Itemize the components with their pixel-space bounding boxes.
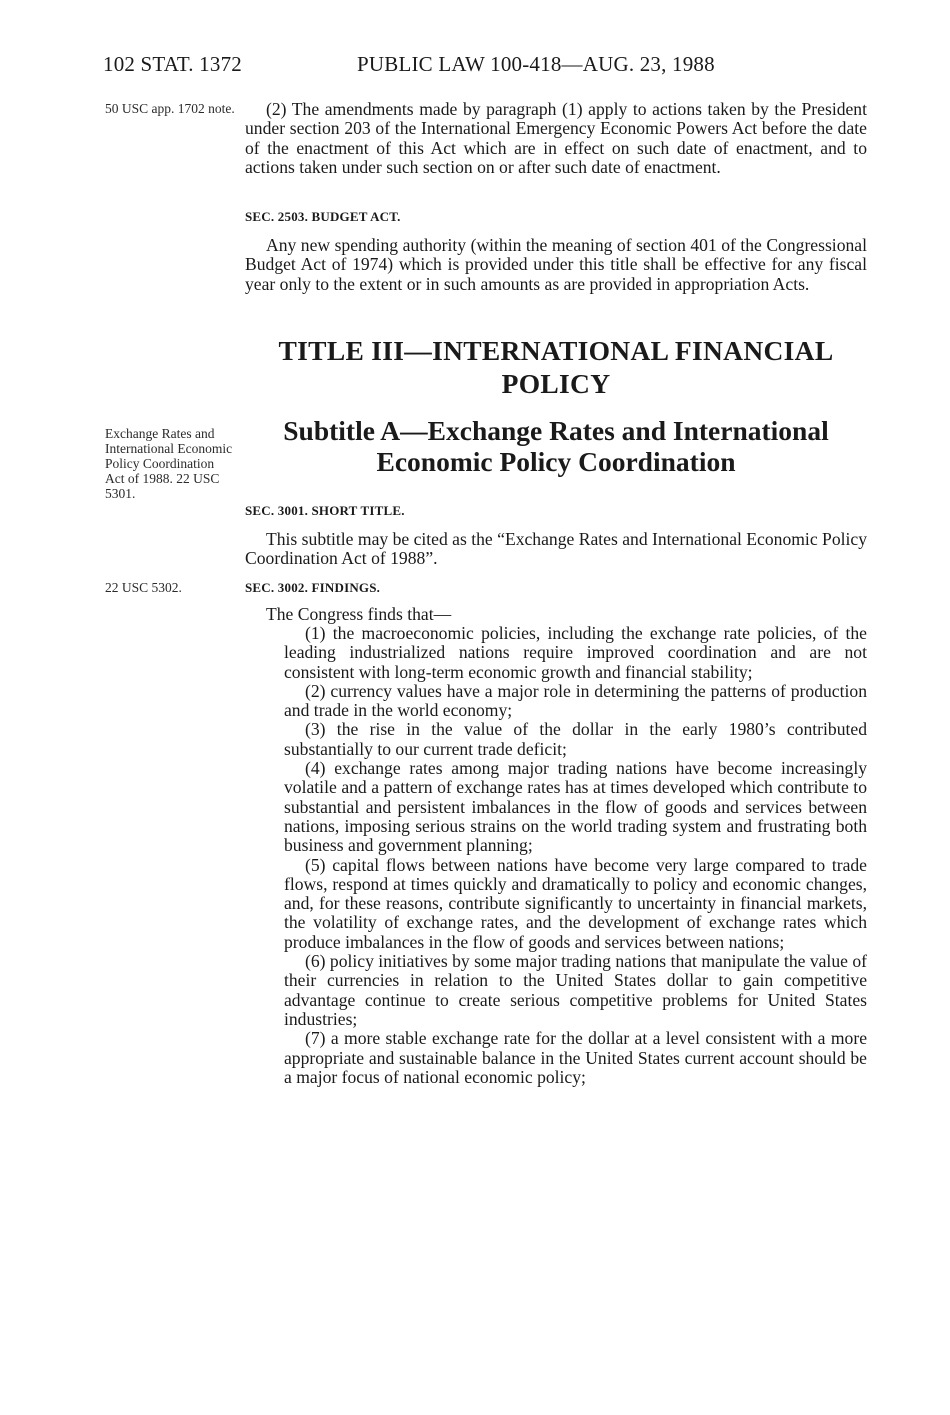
finding-item: (2) currency values have a major role in determining the patterns of production and trade in the world economy; [284, 680, 867, 721]
section-3002 [245, 580, 867, 624]
section-2503-text: Any new spending authority (within the meaning of section 401 of the Congressional Budget Act of 1974) which is provided under this title shall be effective for any fiscal year only to the extent or in such amounts as are provided in appropriation Acts. [245, 235, 867, 294]
finding-item: (5) capital flows between nations have become very large compared to trade flows, respond at times quickly and dramatically to policy and economic changes, and, for these reasons, contribute significantly to uncertainty in financial markets, the volatility of exchange rates, and the development of exchange rates which produce imbalances in the flow of goods and services between nations; [284, 854, 867, 952]
section-3002-intro: The Congress finds that— [266, 604, 452, 624]
section-3002-heading: SEC. 3002. FINDINGS. [245, 580, 381, 595]
section-3001-text: This subtitle may be cited as the “Exchange Rates and International Economic Policy Coordination Act of 1988”. [245, 529, 867, 569]
finding-item: (3) the rise in the value of the dollar in the early 1980’s contributed substantially to our current trade deficit; [284, 719, 867, 759]
section-2503-heading: SEC. 2503. BUDGET ACT. [245, 209, 401, 224]
law-reference: PUBLIC LAW 100-418—AUG. 23, 1988 [357, 52, 715, 76]
finding-item: (4) exchange rates among major trading nations have become increasingly volatile and a pattern of exchange rates has at times developed which contribute to substantial and persistent imbalances in the flow of goods and services between nations, imposing serious strains on the world trading system and frustrating both business and government planning; [284, 758, 867, 856]
page-reference: 102 STAT. 1372 [103, 52, 242, 76]
title-heading: TITLE III—INTERNATIONAL FINANCIAL POLICY [278, 335, 834, 399]
paragraph-2-text: (2) The amendments made by paragraph (1) apply to actions taken by the President under section 203 of the International Emergency Economic Powers Act before the date of the enactment of this Act which are in effect on such date of enactment, and to actions taken under such section on or after such date of enactment. [245, 99, 867, 177]
paragraph-2 [245, 100, 867, 177]
findings-list [284, 624, 867, 1087]
section-2503 [245, 209, 867, 294]
section-3001 [245, 503, 867, 569]
finding-item: (7) a more stable exchange rate for the dollar at a level consistent with a more appropriate and sustainable balance in the United States current account should be a major focus of national economic policy; [284, 1028, 867, 1087]
margin-note-usc-1702: 50 USC app. 1702 note. [105, 101, 235, 116]
margin-note-act-citation: Exchange Rates and International Economic Policy Coordination Act of 1988. 22 USC 5301. [105, 426, 233, 501]
subtitle-heading: Subtitle A—Exchange Rates and International Economic Policy Coordination [283, 415, 829, 477]
finding-item: (6) policy initiatives by some major trading nations that manipulate the value of their currencies in relation to the United States dollar to gain competitive advantage continue to create serious competitive problems for United States industries; [284, 951, 867, 1029]
margin-note-usc-5302: 22 USC 5302. [105, 580, 182, 595]
finding-item: (1) the macroeconomic policies, including the exchange rate policies, of the leading industrialized nations require improved coordination and are not consistent with long-term economic growth and financial stability; [284, 623, 867, 682]
section-3001-heading: SEC. 3001. SHORT TITLE. [245, 503, 405, 518]
